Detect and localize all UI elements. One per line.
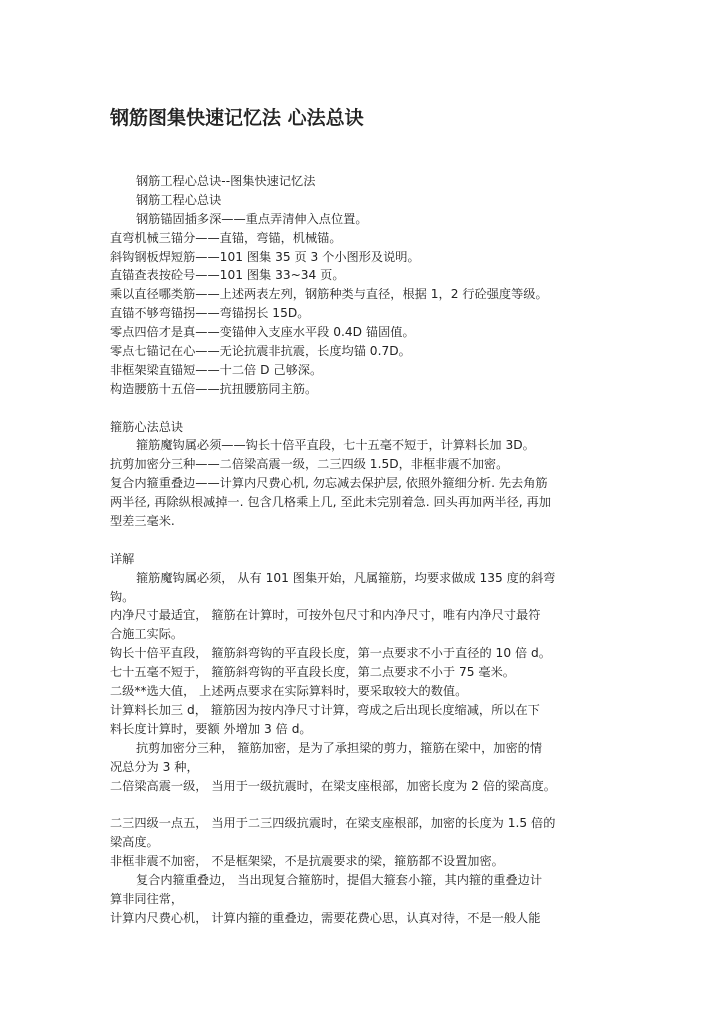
text-line: 料长度计算时，要额 外增加 3 倍 d。: [110, 721, 312, 736]
text-line: 直锚查表按砼号——101 图集 33~34 页。: [110, 268, 345, 283]
text-line: 算非同往常，: [110, 891, 184, 906]
text-line: 抗剪加密分三种——二倍梁高震一级，二三四级 1.5D，非框非震不加密。: [110, 457, 509, 472]
text-line: [110, 399, 618, 418]
text-line: 梁高度。: [110, 835, 159, 850]
text-line: 复合内箍重叠边——计算内尺费心机, 勿忘减去保护层, 依照外箍细分析. 先去角筋: [110, 476, 548, 491]
text-line: 内净尺寸最适宜， 箍筋在计算时，可按外包尺寸和内净尺寸，唯有内净尺寸最符: [110, 608, 541, 623]
text-line: 计算料长加三 d， 箍筋因为按内净尺寸计算，弯成之后出现长度缩减，所以在下: [110, 702, 540, 717]
text-line: 零点七锚记在心——无论抗震非抗震，长度均锚 0.7D。: [110, 344, 411, 359]
text-line: 斜钩钢板焊短筋——101 图集 35 页 3 个小图形及说明。: [110, 249, 420, 264]
text-line: 钩长十倍平直段， 箍筋斜弯钩的平直段长度，第一点要求不小于直径的 10 倍 d。: [110, 646, 551, 661]
text-line: 非框非震不加密， 不是框架梁，不是抗震要求的梁，箍筋都不设置加密。: [110, 854, 504, 869]
text-line: 乘以直径哪类筋——上述两表左列，钢筋种类与直径，根据 1，2 行砼强度等级。: [110, 287, 548, 302]
text-line: 况总分为 3 种，: [110, 759, 199, 774]
text-line: 箍筋魔钩属必须——钩长十倍平直段，七十五毫不短于，计算料长加 3D。: [136, 438, 535, 453]
text-line: 直锚不够弯锚拐——弯锚拐长 15D。: [110, 306, 310, 321]
text-line: 直弯机械三锚分——直锚，弯锚，机械锚。: [110, 230, 342, 245]
text-line: 箍筋魔钩属必须， 从有 101 图集开始，凡属箍筋，均要求做成 135 度的斜弯: [136, 570, 556, 585]
text-line: 钢筋工程心总诀--图集快速记忆法: [136, 174, 316, 188]
text-line: 构造腰筋十五倍——抗扭腰筋同主筋。: [110, 381, 318, 396]
text-line: 计算内尺费心机， 计算内箍的重叠边，需要花费心思，认真对待，不是一般人能: [110, 910, 541, 925]
text-line: 钩。: [110, 589, 135, 604]
text-line: [110, 531, 618, 550]
text-line: 箍筋心法总诀: [110, 419, 184, 434]
document-title: 钢筋图集快速记忆法 心法总诀: [110, 107, 364, 129]
text-line: 二倍梁高震一级， 当用于一级抗震时，在梁支座根部，加密长度为 2 倍的梁高度。: [110, 778, 556, 793]
text-line: 二级**选大值， 上述两点要求在实际算料时，要采取较大的数值。: [110, 684, 468, 699]
text-line: 型差三毫米.: [110, 514, 175, 529]
text-line: [110, 795, 618, 814]
text-line: 两半径, 再除纵根减掉一. 包含几格乘上几, 至此未完别着急. 回头再加两半径, 再加: [110, 495, 551, 510]
text-line: 复合内箍重叠边， 当出现复合箍筋时，提倡大箍套小箍，其内箍的重叠边计: [136, 872, 543, 887]
text-line: 合施工实际。: [110, 627, 184, 642]
text-line: 抗剪加密分三种， 箍筋加密，是为了承担梁的剪力，箍筋在梁中，加密的情: [136, 740, 543, 755]
text-line: 钢筋工程心总诀: [136, 192, 222, 207]
text-line: 零点四倍才是真——变锚伸入支座水平段 0.4D 锚固值。: [110, 325, 415, 340]
text-line: 详解: [110, 551, 135, 566]
text-line: 七十五毫不短于， 箍筋斜弯钩的平直段长度，第二点要求不小于 75 毫米。: [110, 665, 515, 680]
document-body: [110, 172, 618, 928]
text-line: 非框架梁直锚短——十二倍 D 己够深。: [110, 362, 323, 377]
text-line: 二三四级一点五， 当用于二三四级抗震时，在梁支座根部，加密的长度为 1.5 倍的: [110, 816, 556, 831]
text-line: 钢筋锚固插多深——重点弄清伸入点位置。: [136, 211, 368, 226]
